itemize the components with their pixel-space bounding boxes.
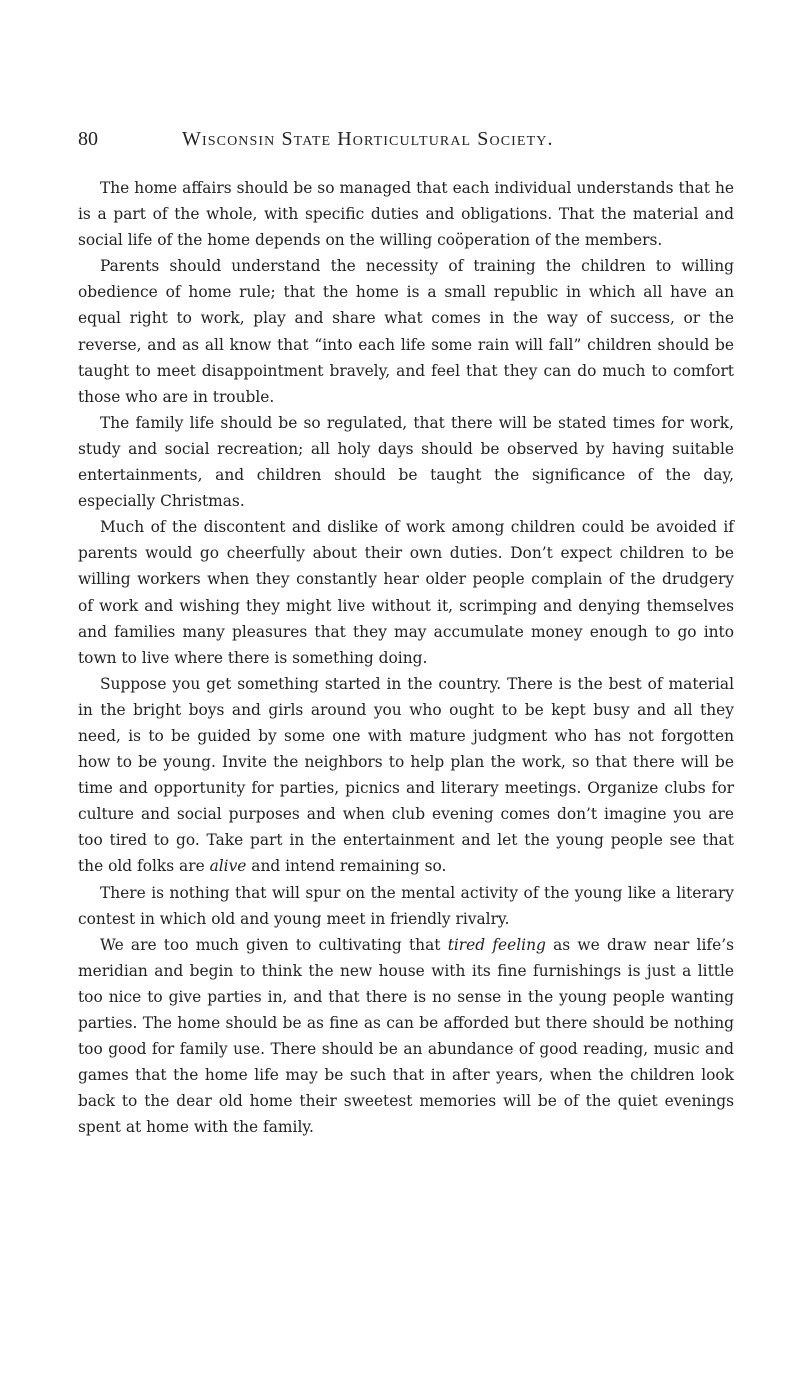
paragraph-7: [78, 932, 734, 1141]
paragraph-3: The family life should be so regulated, that there will be stated times for work, study and social recreation; all holy days should be observed by having suitable entertainments, and children should be taught the significance of the day, especially Christmas.: [78, 413, 734, 511]
paragraph-7-emphasis: tired feeling: [447, 935, 546, 954]
paragraph-5-text-before: Suppose you get something started in the country. There is the best of material in the bright boys and girls around you who ought to be kept busy and all they need, is to be guided by some one with mature judgment who has not forgotten how to be young. Invite the neighbors to help plan the work, so that there will be time and opportunity for parties, picnics and literary meetings. Organize clubs for culture and social purposes and when club evening comes don’t imagine you are too tired to go. Take part in the entertainment and let the young people see that the old folks are: [78, 674, 734, 876]
page-number: 80: [78, 128, 98, 150]
running-head: [78, 128, 738, 156]
paragraph-5-text-after: and intend remaining so.: [246, 857, 447, 876]
paragraph-7-text-after: as we draw near life’s meridian and begin to think the new house with its fine furnishings is just a little too nice to give parties in, and that there is no sense in the young people wanting parties. The home should be as fine as can be afforded but there should be nothing too good for family use. There should be an abundance of good reading, music and games that the home life may be such that in after years, when the children look back to the dear old home their sweetest memories will be of the quiet evenings spent at home with the family.: [78, 935, 734, 1137]
paragraph-2: Parents should understand the necessity of training the children to willing obedience of home rule; that the home is a small republic in which all have an equal right to work, play and share what comes in the way of success, or the reverse, and as all know that “into each life some rain will fall” children should be taught to meet disappointment bravely, and feel that they can do much to comfort those who are in trouble.: [78, 257, 734, 406]
article-body: [78, 175, 734, 1140]
paragraph-5: [78, 671, 734, 880]
journal-title: Wisconsin State Horticultural Society.: [182, 128, 554, 150]
paragraph-6: There is nothing that will spur on the mental activity of the young like a literary contest in which old and young meet in friendly rivalry.: [78, 883, 734, 928]
paragraph-7-text-before: We are too much given to cultivating that: [100, 935, 448, 954]
paragraph-5-emphasis: alive: [209, 857, 247, 876]
paragraph-4: Much of the discontent and dislike of work among children could be avoided if parents would go cheerfully about their own duties. Don’t expect children to be willing workers when they constantly hear older people complain of the drudgery of work and wishing they might live without it, scrimping and denying themselves and families many pleasures that they may accumulate money enough to go into town to live where there is something doing.: [78, 518, 734, 667]
paragraph-1: The home affairs should be so managed that each individual understands that he is a part of the whole, with specific duties and obligations. That the material and social life of the home depends on the willing coöperation of the members.: [78, 179, 734, 250]
